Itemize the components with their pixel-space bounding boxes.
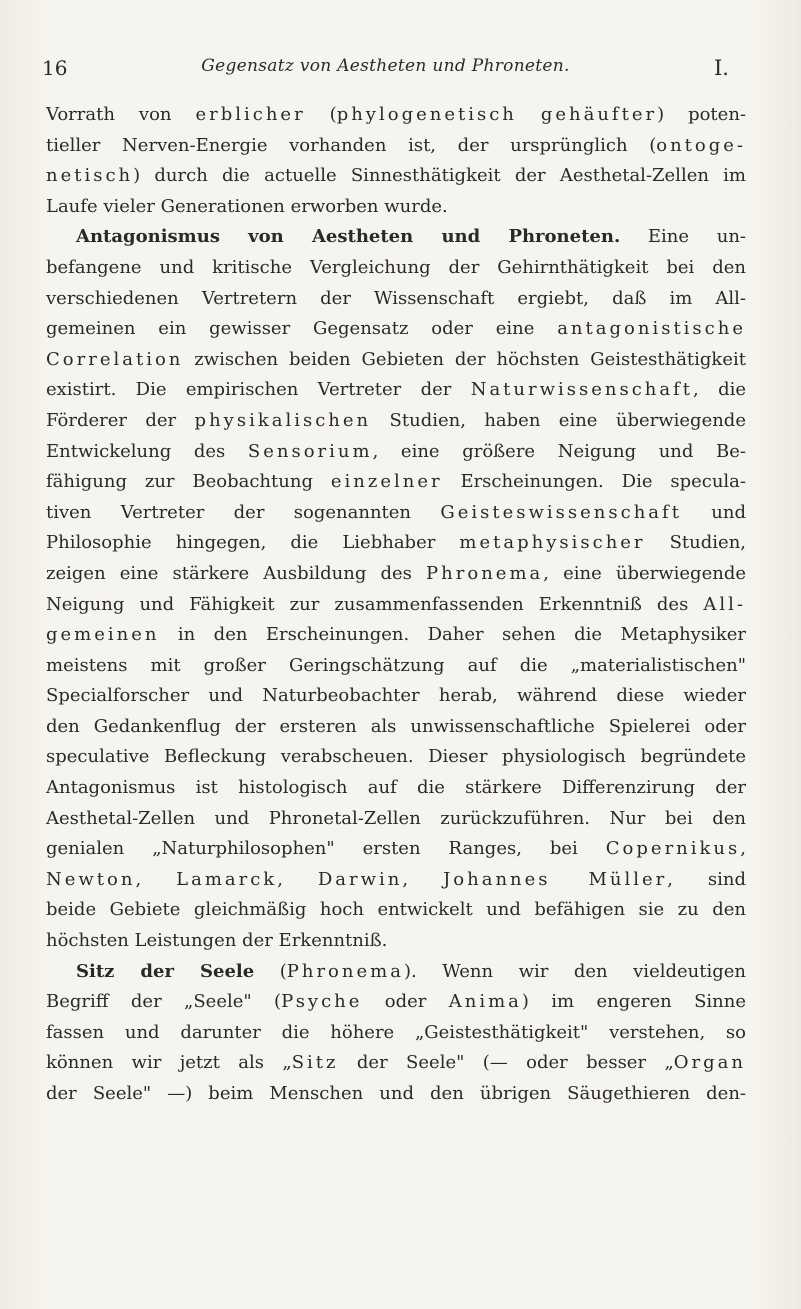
section-number: I. xyxy=(714,56,729,80)
text-line: Begriff der „Seele" (Psyche oder Anima) im engeren Sinne xyxy=(46,991,746,1013)
text-line: können wir jetzt als „Sitz der Seele" (— oder besser „Organ xyxy=(46,1052,746,1074)
text-line: befangene und kritische Vergleichung der Gehirnthätigkeit bei den xyxy=(46,256,746,278)
page-header xyxy=(42,56,729,86)
text-line: Aesthetal-Zellen und Phronetal-Zellen zurückzuführen. Nur bei den xyxy=(46,807,746,829)
text-line: fassen und darunter die höhere „Geistesthätigkeit" verstehen, so xyxy=(46,1021,746,1043)
page-number: 16 xyxy=(42,56,68,80)
text-line: Specialforscher und Naturbeobachter herab, während diese wieder xyxy=(46,685,746,707)
running-title: Gegensatz von Aestheten und Phroneten. xyxy=(201,56,570,76)
text-line: Newton, Lamarck, Darwin, Johannes Müller, sind xyxy=(46,868,746,890)
text-line: speculative Befleckung verabscheuen. Dieser physiologisch begründete xyxy=(46,746,746,768)
text-line: Förderer der physikalischen Studien, haben eine überwiegende xyxy=(46,409,746,431)
text-line: Neigung und Fähigkeit zur zusammenfassenden Erkenntniß des All- xyxy=(46,593,746,615)
text-line: Vorrath von erblicher (phylogenetisch gehäufter) poten- xyxy=(46,104,746,125)
text-line: existirt. Die empirischen Vertreter der Naturwissenschaft, die xyxy=(46,379,746,401)
text-line: Philosophie hingegen, die Liebhaber metaphysischer Studien, xyxy=(46,532,746,554)
section-heading: Antagonismus von Aestheten und Phroneten. xyxy=(76,226,621,248)
text-line: Antagonismus ist histologisch auf die stärkere Differenzirung der xyxy=(46,777,746,799)
text-line: Correlation zwischen beiden Gebieten der höchsten Geistesthätigkeit xyxy=(46,348,746,370)
text-line: zeigen eine stärkere Ausbildung des Phronema, eine überwiegende xyxy=(46,562,746,584)
body-text xyxy=(46,100,746,1110)
text-line: Entwickelung des Sensorium, eine größere Neigung und Be- xyxy=(46,440,746,462)
text-line: tiven Vertreter der sogenannten Geisteswissenschaft und xyxy=(46,501,746,523)
text-line: fähigung zur Beobachtung einzelner Erscheinungen. Die specula- xyxy=(46,471,746,493)
text-line: Laufe vieler Generationen erworben wurde. xyxy=(46,195,448,217)
text-line: gemeinen in den Erscheinungen. Daher sehen die Metaphysiker xyxy=(46,624,746,646)
text-line: den Gedankenflug der ersteren als unwissenschaftliche Spielerei oder xyxy=(46,715,746,737)
text-line: genialen „Naturphilosophen" ersten Ranges, bei Copernikus, xyxy=(46,838,746,860)
text-line: Sitz der Seele (Phronema). Wenn wir den vieldeutigen xyxy=(76,960,746,982)
text-line: beide Gebiete gleichmäßig hoch entwickelt und befähigen sie zu den xyxy=(46,899,746,921)
text-line: Antagonismus von Aestheten und Phroneten. Eine un- xyxy=(76,226,746,248)
text-line: meistens mit großer Geringschätzung auf die „materialistischen" xyxy=(46,654,746,676)
text-line: tieller Nerven-Energie vorhanden ist, der ursprünglich (ontoge- xyxy=(46,134,746,156)
text-line: höchsten Leistungen der Erkenntniß. xyxy=(46,930,388,952)
text-line: netisch) durch die actuelle Sinnesthätigkeit der Aesthetal-Zellen im xyxy=(46,165,746,187)
text-line: gemeinen ein gewisser Gegensatz oder eine antagonistische xyxy=(46,318,746,340)
text-line: verschiedenen Vertretern der Wissenschaft ergiebt, daß im All- xyxy=(46,287,746,309)
text-line: der Seele" —) beim Menschen und den übrigen Säugethieren den- xyxy=(46,1083,746,1104)
section-heading: Sitz der Seele xyxy=(76,960,255,982)
